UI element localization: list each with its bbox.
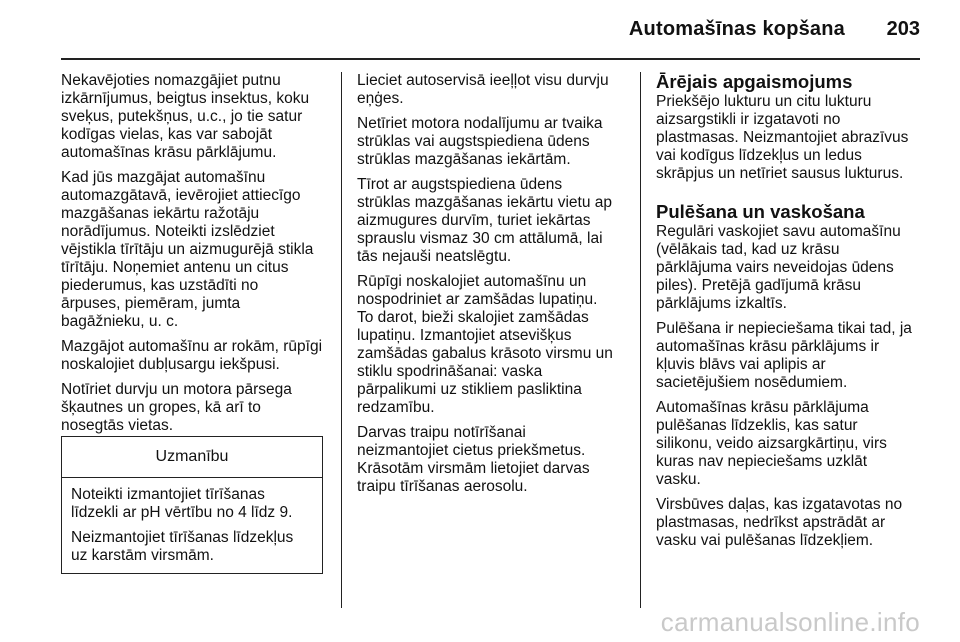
page-number: 203 (886, 18, 920, 40)
section-heading-exterior-lights: Ārējais apgaismojums (656, 71, 853, 92)
warning-paragraph: Neizmantojiet tīrīšanas līdzekļus uz karstām virsmām. (71, 529, 294, 564)
text-column-1 (61, 72, 341, 442)
header-divider (61, 58, 920, 60)
column-divider-left (341, 72, 342, 608)
paragraph: Notīriet durvju un motora pārsega šķautnes un gropes, kā arī to nosegtās vietas. (61, 381, 292, 434)
text-column-3 (656, 72, 931, 557)
text-column-2 (357, 72, 632, 503)
paragraph: Virsbūves daļas, kas izgatavotas no plastmasas, nedrīkst apstrādāt ar vasku vai pulēšanas līdzekļiem. (656, 496, 903, 549)
warning-title: Uzmanību (62, 437, 322, 478)
paragraph: Regulāri vaskojiet savu automašīnu (vēlākais tad, kad uz krāsu pārklājuma vairs neveidojas ūdens piles). Pretējā gadījumā krāsu pārklājums izkaltīs. (656, 223, 901, 312)
paragraph: Netīriet motora nodalījumu ar tvaika strūklas vai augstspiediena ūdens strūklas mazgāšanas iekārtām. (357, 115, 603, 168)
paragraph: Mazgājot automašīnu ar rokām, rūpīgi noskalojiet dubļusargu iekšpusi. (61, 338, 323, 373)
warning-body (62, 478, 322, 565)
column-divider-right (640, 72, 641, 608)
paragraph: Priekšējo lukturu un citu lukturu aizsargstikli ir izgatavoti no plastmasas. Neizmantojiet abrazīvus vai kodīgus līdzekļus un ledus skrāpjus un netīriet sausus lukturus. (656, 93, 909, 182)
paragraph: Automašīnas krāsu pārklājuma pulēšanas līdzeklis, kas satur silikonu, veido aizsargkārtiņu, virs kuras nav nepieciešams uzklāt vasku. (656, 399, 887, 488)
paragraph: Darvas traipu notīrīšanai neizmantojiet cietus priekšmetus. Krāsotām virsmām lietojiet darvas traipu tīrīšanas aerosolu. (357, 424, 590, 495)
paragraph: Nekavējoties nomazgājiet putnu izkārnījumus, beigtus insektus, koku sveķus, putekšņus, u.c., jo tie satur kodīgas vielas, kas var sabojāt automašīnas krāsu pārklājumu. (61, 72, 310, 161)
paragraph: Pulēšana ir nepieciešama tikai tad, ja automašīnas krāsu pārklājums ir kļuvis blāvs vai aplipis ar sacietējušiem nosēdumiem. (656, 320, 912, 391)
section-heading-polishing-waxing: Pulēšana un vaskošana (656, 201, 865, 222)
watermark: carmanualsonline.info (660, 607, 920, 637)
paragraph: Lieciet autoservisā ieeļļot visu durvju eņģes. (357, 72, 609, 107)
paragraph: Rūpīgi noskalojiet automašīnu un nospodriniet ar zamšādas lupatiņu. To darot, bieži skalojiet zamšādas lupatiņu. Izmantojiet atsevišķus zamšādas gabalus krāsoto virsmu un stiklu spodrināšanai: vaska pārpalikumi uz stikliem pasliktina redzamību. (357, 273, 613, 416)
paragraph: Kad jūs mazgājat automašīnu automazgātavā, ievērojiet attiecīgo mazgāšanas iekārtu ražotāju norādījumus. Noteikti izslēdziet vējstikla tīrītāju un aizmugurējā stikla tīrītāju. Noņemiet antenu un citus piederumus, kas uzstādīti no ārpuses, piemēram, jumta bagāžnieku, u. c. (61, 169, 314, 330)
warning-paragraph: Noteikti izmantojiet tīrīšanas līdzekli ar pH vērtību no 4 līdz 9. (71, 486, 293, 521)
paragraph: Tīrot ar augstspiediena ūdens strūklas mazgāšanas iekārtu vietu ap aizmugures durvīm, turiet iekārtas sprauslu vismaz 30 cm attālumā, lai tās nejauši neatslēgtu. (357, 176, 613, 265)
warning-box (61, 436, 323, 574)
page-title: Automašīnas kopšana (628, 18, 845, 40)
